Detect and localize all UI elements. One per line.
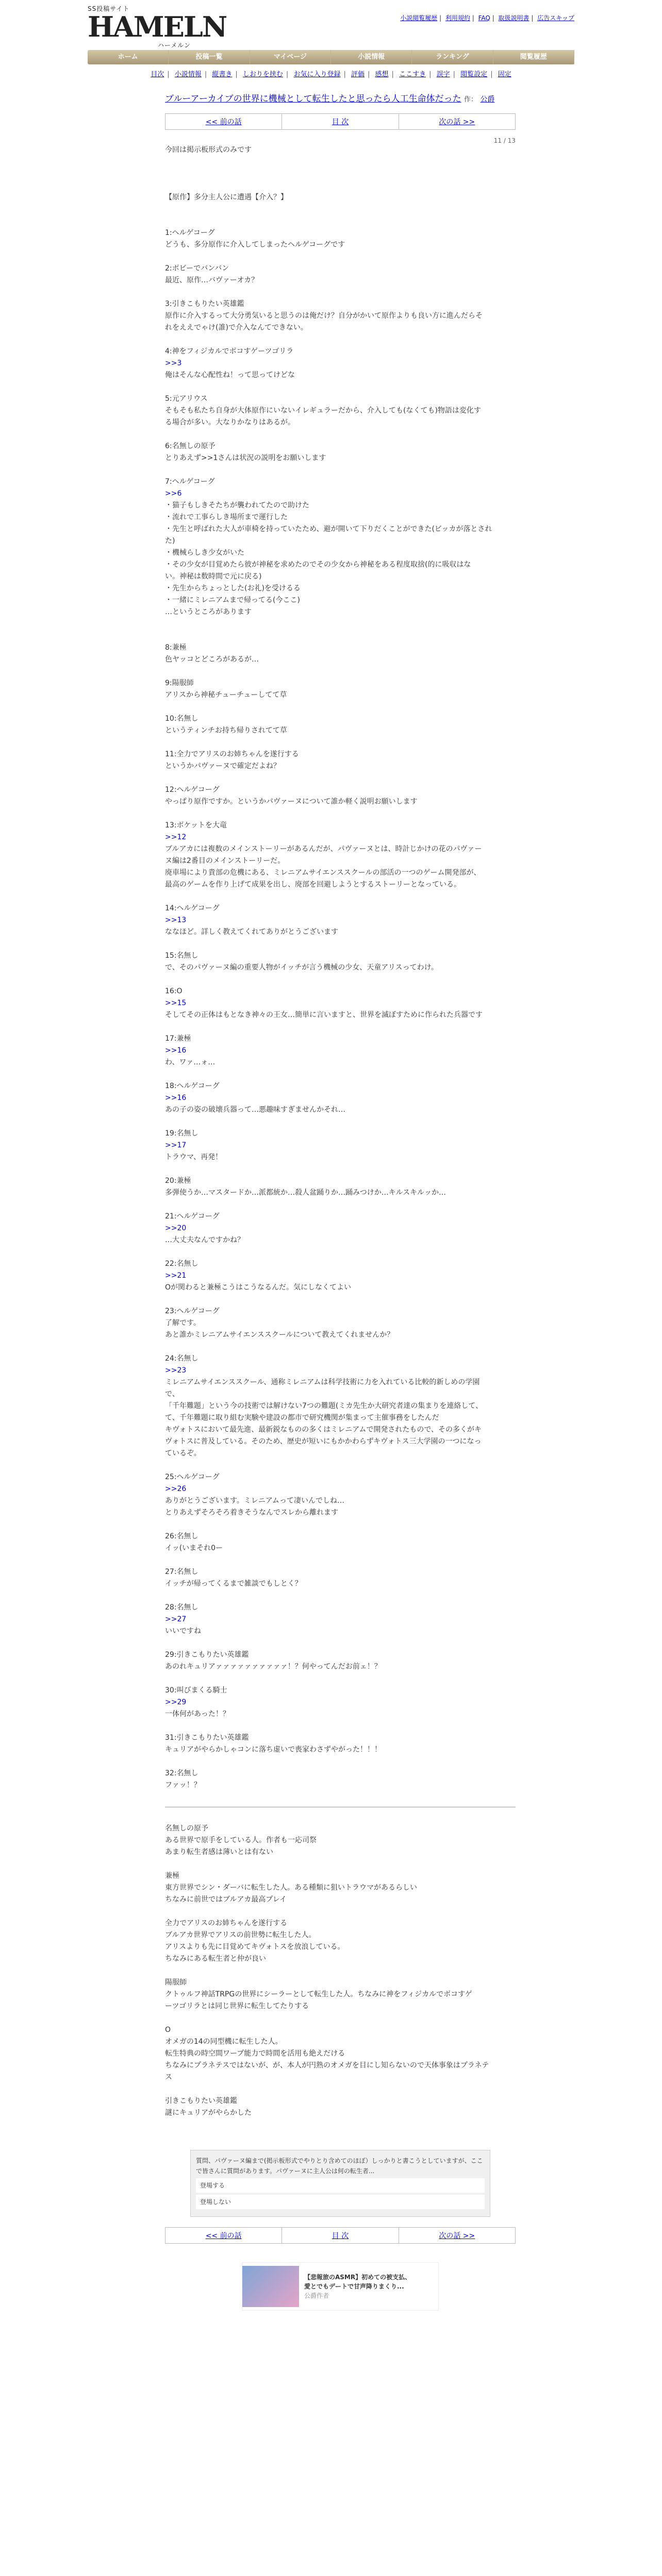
text-line: 27:名無し — [165, 1568, 198, 1576]
ad-text-line1: 【悲報旅のASMR】初めての被支払、 — [304, 2274, 411, 2281]
text-line: 東方世界でシン・ダーバに転生した人。ある種類に狙いトラウマがあるらしい — [165, 1884, 417, 1892]
text-line: ありがとうございます。ミレニアムって凄いんでしね… — [165, 1497, 345, 1505]
text-line: 23:ヘルゲコーグ — [165, 1307, 220, 1315]
text-line: ブルアカ世界でアリスの前世勢に転生した人。 — [165, 1931, 316, 1939]
toc-link[interactable]: 目 次 — [332, 118, 349, 126]
site-logo[interactable] — [88, 4, 227, 49]
nav-ranking[interactable]: ランキング — [412, 50, 493, 64]
author-link[interactable]: 公爵 — [480, 95, 495, 104]
text-line — [165, 1637, 516, 1649]
text-line: 今回は掲示板形式のみです — [165, 146, 252, 154]
reply-anchor[interactable]: >>26 — [165, 1485, 187, 1493]
text-line: ちなみにある転生者と仲が良い — [165, 1955, 266, 1963]
reply-anchor[interactable]: >>23 — [165, 1366, 187, 1375]
reply-anchor[interactable]: >>27 — [165, 1615, 187, 1623]
text-line: イッチが帰ってくるまで雑談でもしとく？ — [165, 1580, 302, 1588]
text-line: ・先生からちょっとした(お礼)を受けるる — [165, 584, 301, 592]
reply-anchor[interactable]: >>20 — [165, 1224, 187, 1232]
nav-novel-info[interactable]: 小説情報 — [331, 50, 412, 64]
text-line: キヴォトスにおいて最先進、最新鋭なものの多くはミレニアムで開発されたもので、その多くがキ — [165, 1426, 482, 1434]
text-line: 兼極 — [165, 1872, 179, 1880]
text-line: 3:引きこもりたい英雄鑑 — [165, 300, 244, 308]
top-link-history[interactable]: 小説閲覧履歴 — [400, 14, 438, 22]
text-line: 30:叫びまくる騎士 — [165, 1686, 227, 1694]
text-line: 16:O — [165, 987, 183, 995]
text-line — [165, 618, 516, 630]
text-line — [165, 334, 516, 346]
text-line — [165, 1199, 516, 1211]
text-line: る場合が多い。大なりかなりはあるが。 — [165, 418, 295, 427]
logo-jp: ハーメルン — [157, 42, 191, 49]
ad-thumbnail-image — [242, 2266, 299, 2307]
sub-nav: 目次 | 小説情報 | 縦書き | しおりを挟む | お気に入り登録 | 評価 | 感想 | ここすき | 誤字 | 閲覧設定 | 固定 — [151, 71, 511, 78]
text-line — [165, 1294, 516, 1306]
text-line — [165, 180, 516, 192]
top-links: 小説閲覧履歴 | 利用規約 | FAQ | 取扱説明書 | 広告スキップ — [400, 14, 574, 22]
ad-author: 公爵作者 — [304, 2292, 329, 2299]
text-line — [165, 1720, 516, 1732]
text-line: 原作に介入するって大分勇気いると思うのは俺だけ？自分がかいて原作よりも良い方に進んだらそ — [165, 312, 483, 320]
text-line — [165, 1673, 516, 1685]
subnav-review[interactable]: 感想 — [375, 71, 389, 78]
subnav-vertical[interactable]: 縦書き — [212, 71, 233, 78]
text-line: というかパヴァーヌで確定だよね？ — [165, 762, 280, 770]
text-line — [165, 666, 516, 677]
reply-anchor[interactable]: >>15 — [165, 999, 187, 1007]
text-line: ・流れで工事らしき場所まで運行した — [165, 513, 288, 521]
text-line: 20:兼極 — [165, 1177, 191, 1185]
ad-text-line2: 愛とでもデートで甘声降りまくり... — [304, 2283, 404, 2290]
text-line: れをええでゃけ(誰)で介入なんてできない。 — [165, 324, 308, 332]
prev-chapter-link-bottom[interactable]: << 前の話 — [205, 2232, 242, 2240]
text-line: で、 — [165, 1390, 179, 1398]
text-line — [165, 1756, 516, 1768]
text-line: 8:兼極 — [165, 643, 187, 652]
text-line: 17:兼極 — [165, 1035, 191, 1043]
text-line — [165, 772, 516, 784]
text-line: 7:ヘルゲコーグ — [165, 478, 215, 486]
text-line: 陽服師 — [165, 1978, 187, 1987]
text-line: 了解です。 — [165, 1319, 201, 1327]
text-line: イッ(いまそれ0ー — [165, 1544, 223, 1552]
question-prompt: 質問、パヴァーヌ編まで(掲示板形式でやりとり含めてのほぼ）しっかりと書こうとしていますが、ここで皆さんに質問があります。パヴァーヌに主人公は何の転生者... — [196, 2157, 483, 2175]
text-line: 色ヤッコとどころがあるが… — [165, 655, 259, 664]
text-line: 引きこもりたい英雄鑑 — [165, 2097, 237, 2105]
text-line: ・猫子もしきそたちが襲われてたので助けた — [165, 501, 309, 510]
nav-home[interactable]: ホーム — [88, 50, 169, 64]
reply-anchor[interactable]: >>29 — [165, 1698, 187, 1706]
text-line: ファッ！？ — [165, 1781, 201, 1789]
text-line: そしてその正体はもとなき神々の王女…簡単に言いますと、世界を滅ぼすために作られた兵器です — [165, 1011, 483, 1019]
text-line — [165, 1021, 516, 1033]
reply-anchor[interactable]: >>16 — [165, 1094, 187, 1102]
text-line: …大丈夫なんですかね？ — [165, 1236, 244, 1244]
text-line: とりあえず>>1さんは状況の説明をお願いします — [165, 454, 326, 462]
text-line — [165, 2083, 516, 2095]
main-nav — [88, 50, 574, 64]
subnav-typo[interactable]: 誤字 — [436, 71, 450, 78]
text-line: 28:名無し — [165, 1603, 198, 1612]
text-line — [165, 1906, 516, 1918]
text-line: クトゥルフ神話TRPGの世界にシーラーとして転生した人。ちなみに神をフィジカルでボコすゲ — [165, 1990, 472, 1998]
text-line — [165, 1965, 516, 1977]
text-line: あのれキュリアァァァァァァァァァァ！？何やってんだお前ェ！？ — [165, 1663, 382, 1671]
text-line: て、千年難題に取り組む実験や建設の都市で研究機関が集まって主催事務をしたんだ — [165, 1414, 439, 1422]
text-line — [165, 215, 516, 227]
text-line — [165, 701, 516, 713]
text-line: 廃車場により貴部の危機にある、ミレニアムサイエンススクールの部活の一つのゲーム開発部が、 — [165, 869, 481, 877]
text-line: ・先生と呼ばれた大人が車椅を持っていたため、避が開いて下りだくことができた(ビッカが落とされ — [165, 525, 492, 533]
text-line — [165, 1519, 516, 1531]
text-line: 全力でアリスのお姉ちゃんを遂行する — [165, 1919, 288, 1927]
text-line: ある世界で原手をしている人。作者も一応司祭 — [165, 1836, 317, 1844]
text-line: あの子の姿の破壊兵器って…悪趣味すぎませんかそれ… — [165, 1106, 345, 1114]
page-number: 11 / 13 — [493, 137, 516, 144]
text-line: アリスよりも先に目覚めてキヴォトスを放浪している。 — [165, 1943, 345, 1951]
subnav-bookmark[interactable]: しおりを挟む — [242, 71, 283, 78]
text-line — [165, 737, 516, 749]
subnav-favorite[interactable]: お気に入り登録 — [293, 71, 341, 78]
text-line — [165, 1069, 516, 1080]
text-line: 24:名無し — [165, 1354, 198, 1363]
subnav-like[interactable]: ここすき — [399, 71, 426, 78]
subnav-toc[interactable]: 目次 — [151, 71, 164, 78]
text-line — [165, 974, 516, 986]
text-line: 最高のゲームを作り上げて成果を出し、廃部を回避しようとするストーリーとなっている。 — [165, 880, 461, 889]
reply-anchor[interactable]: >>3 — [165, 359, 182, 367]
text-line: …というところがあります — [165, 608, 252, 616]
text-line: 11:全力でアリスのお姉ちゃんを遂行する — [165, 750, 299, 758]
text-line: 19:名無し — [165, 1129, 198, 1138]
text-line: ているぞ。 — [165, 1449, 201, 1458]
text-line — [165, 630, 516, 642]
reply-anchor[interactable]: >>12 — [165, 833, 187, 841]
text-line — [165, 251, 516, 263]
pager-top — [165, 113, 516, 130]
logo-main: HAMELN — [88, 10, 227, 43]
text-line — [165, 381, 516, 393]
text-line: ちなみに前世ではブルアカ最高プレイ — [165, 1895, 287, 1904]
text-line — [165, 168, 516, 180]
text-line: 25:ヘルゲコーグ — [165, 1473, 220, 1481]
toc-link-bottom[interactable]: 目 次 — [332, 2232, 349, 2240]
text-line — [165, 1590, 516, 1602]
text-line — [165, 891, 516, 903]
text-line: 22:名無し — [165, 1260, 198, 1268]
text-line: ・一緒にミレニアムまで帰ってる(今ここ) — [165, 596, 300, 604]
text-line: ヴォトスに普及している。そのため、歴史が短いにもかかわらずキヴォトス三大学園の一つになっ — [165, 1437, 482, 1446]
text-line: 謎にキュリアがやらかした — [165, 2109, 252, 2117]
text-line: Oが関わると兼極こうはこうなるんだ。気にしなくてよい — [165, 1283, 352, 1292]
text-line: キュリアがやらかしゃコンに落ち虚いで喪家わさずやがった！！！ — [165, 1745, 382, 1754]
text-line: いいですね — [165, 1627, 201, 1635]
author-label: 作： — [464, 96, 478, 104]
text-line: で、そのパヴァーヌ編の重要人物がイッチが言う機械の少女、天童アリスってわけ。 — [165, 963, 439, 972]
header — [0, 0, 662, 52]
text-line — [165, 464, 516, 476]
text-line: 転生特典の時空間ワープ能力で時間を活用も絶えだける — [165, 2049, 345, 2058]
logo-subtitle: SS投稿サイト — [88, 5, 130, 12]
text-line — [165, 156, 516, 168]
text-line: 15:名無し — [165, 952, 198, 960]
text-line — [165, 1163, 516, 1175]
text-line: オメガの14の同型機に転生した人。 — [165, 2038, 283, 2046]
text-line — [165, 2012, 516, 2024]
text-line: 18:ヘルゲコーグ — [165, 1082, 220, 1090]
text-line: というティンチお持ち帰りされてて草 — [165, 726, 287, 735]
text-line: 21:ヘルゲコーグ — [165, 1212, 220, 1221]
text-line — [165, 1246, 516, 1258]
text-line: 俺はそんな心配性ね！って思ってけどな — [165, 371, 295, 379]
text-line: ス — [165, 2073, 172, 2081]
text-line: 最近、原作…バヴァーオカ？ — [165, 276, 259, 284]
story-header — [165, 93, 516, 106]
text-line: た) — [165, 537, 175, 545]
text-line: 4:神をフィジカルでボコすゲーツゴリラ — [165, 347, 294, 355]
text-line: 一体何があった！？ — [165, 1710, 230, 1718]
text-line: 9:陽服師 — [165, 679, 194, 687]
subnav-rate[interactable]: 評価 — [351, 71, 365, 78]
pager-bottom — [165, 2227, 516, 2244]
subnav-info[interactable]: 小説情報 — [174, 71, 202, 78]
text-line: 名無しの原予 — [165, 1824, 208, 1833]
text-line: O — [165, 2026, 171, 2034]
text-line: 12:ヘルゲコーグ — [165, 786, 220, 794]
reply-anchor[interactable]: >>16 — [165, 1046, 187, 1055]
text-line: 31:引きこもりたい英雄鑑 — [165, 1734, 249, 1742]
text-line — [165, 808, 516, 820]
text-line: 29:引きこもりたい英雄鑑 — [165, 1651, 249, 1659]
question-option-1[interactable]: 登場する — [196, 2178, 485, 2193]
text-line — [165, 1460, 516, 1471]
text-line: やっぱり原作ですか。というかパヴァーヌについて誰か軽く説明お願いします — [165, 798, 418, 806]
text-line: ・機械らしき少女がいた — [165, 549, 244, 557]
prev-chapter-link[interactable]: << 前の話 — [205, 118, 242, 126]
text-line: どうも、多分原作に介入してしまったヘルゲコーグです — [165, 241, 345, 249]
text-line: 5:元アリウス — [165, 395, 208, 403]
text-line: ・その少女が目覚めたら彼が神秘を求めたのでその少女から神秘をある程度取捨(的に吸収はな — [165, 561, 471, 569]
text-line: 多弾使うか…マスタードか…派都統か…殺人盆踊りか…踊みつけか…キルスキルッか… — [165, 1189, 446, 1197]
subnav-pin[interactable]: 固定 — [498, 71, 511, 78]
text-line: ブルアカには複数のメインストーリーがあるんだが、パヴァーヌとは、時計じかけの花のパヴァー — [165, 845, 482, 853]
text-line — [165, 286, 516, 298]
text-line: 10:名無し — [165, 715, 198, 723]
reply-anchor[interactable]: >>6 — [165, 489, 182, 498]
top-link-terms[interactable]: 利用規約 — [445, 14, 470, 22]
subnav-settings[interactable]: 閲覧設定 — [460, 71, 488, 78]
reply-anchor[interactable]: >>17 — [165, 1141, 187, 1149]
reply-anchor[interactable]: >>21 — [165, 1272, 187, 1280]
text-line: い。神秘は数時間で元に戻る) — [165, 572, 262, 581]
text-line: とりあえずそろそろ着きそうなんでスレから離れます — [165, 1509, 338, 1517]
nav-history[interactable]: 閲覧履歴 — [493, 50, 574, 64]
text-line: あと誰かミレニアムサイエンススクールについて教えてくれませんか？ — [165, 1331, 394, 1339]
next-chapter-link-bottom[interactable]: 次の話 >> — [439, 2232, 475, 2240]
text-line — [165, 1554, 516, 1566]
top-link-manual[interactable]: 取扱説明書 — [498, 14, 529, 22]
text-line: 【原作】多分主人公に遭遇【介入？】 — [165, 193, 288, 201]
text-line: わ、ワァ…ォ… — [165, 1058, 216, 1066]
text-line: 6:名無しの原予 — [165, 442, 216, 450]
text-line: ーツゴリラとは同じ世界に転生してたりする — [165, 2002, 309, 2010]
text-line — [165, 429, 516, 440]
text-line: そもそも私たち自身が大体原作にいないイレギュラーだから、介入しても(なくても)物語は変化す — [165, 406, 481, 415]
question-box — [190, 2150, 490, 2217]
text-line: トラウマ、再発！ — [165, 1153, 223, 1161]
text-line: アリスから神秘チューチューしてて草 — [165, 691, 287, 699]
nav-mypage[interactable]: マイページ — [250, 50, 331, 64]
text-line — [165, 204, 516, 215]
afterword — [165, 1823, 516, 2119]
text-line: 1:ヘルゲコーグ — [165, 229, 215, 237]
text-line: 32:名無し — [165, 1769, 198, 1777]
chapter-body — [165, 144, 516, 1791]
top-link-ad-skip[interactable]: 広告スキップ — [537, 14, 574, 22]
next-chapter-link[interactable]: 次の話 >> — [439, 118, 475, 126]
reply-anchor[interactable]: >>13 — [165, 916, 187, 924]
text-line: 「千年難題」という今の技術では解けない7つの難題(ミカ先生か大研究者達の集まりを連絡して、 — [165, 1402, 483, 1410]
nav-list[interactable]: 投稿一覧 — [169, 50, 250, 64]
ad-banner[interactable] — [242, 2262, 439, 2311]
text-line: ヌ編は2番目のメインストーリーだ。 — [165, 857, 285, 865]
text-line — [165, 1858, 516, 1870]
text-line: 14:ヘルゲコーグ — [165, 904, 220, 912]
text-line — [165, 1116, 516, 1128]
question-option-2[interactable]: 登場しない — [196, 2195, 485, 2209]
text-line — [165, 938, 516, 950]
text-line: 26:名無し — [165, 1532, 198, 1540]
text-line — [165, 1341, 516, 1353]
text-line: 2:ボビーでバンバン — [165, 264, 229, 273]
main-content — [165, 93, 516, 2311]
text-line: ちなみにプラネテスではないが、が、本人が円熟のオメガを目にし知らないので天体事象はプラネテ — [165, 2061, 489, 2070]
story-title-link[interactable]: ブルーアーカイブの世界に機械として転生したと思ったら人工生命体だった — [165, 94, 461, 104]
text-line: あまり転生者感は薄いとは有ない — [165, 1848, 273, 1856]
text-line: ななほど。詳しく教えてくれてありがとうございます — [165, 928, 338, 936]
text-line: ミレニアムサイエンススクール、通称ミレニアムは科学技術に力を入れている比較的新しめの学園 — [165, 1378, 480, 1386]
text-line: 13:ボケットを大竜 — [165, 821, 227, 829]
top-link-faq[interactable]: FAQ — [478, 14, 490, 22]
